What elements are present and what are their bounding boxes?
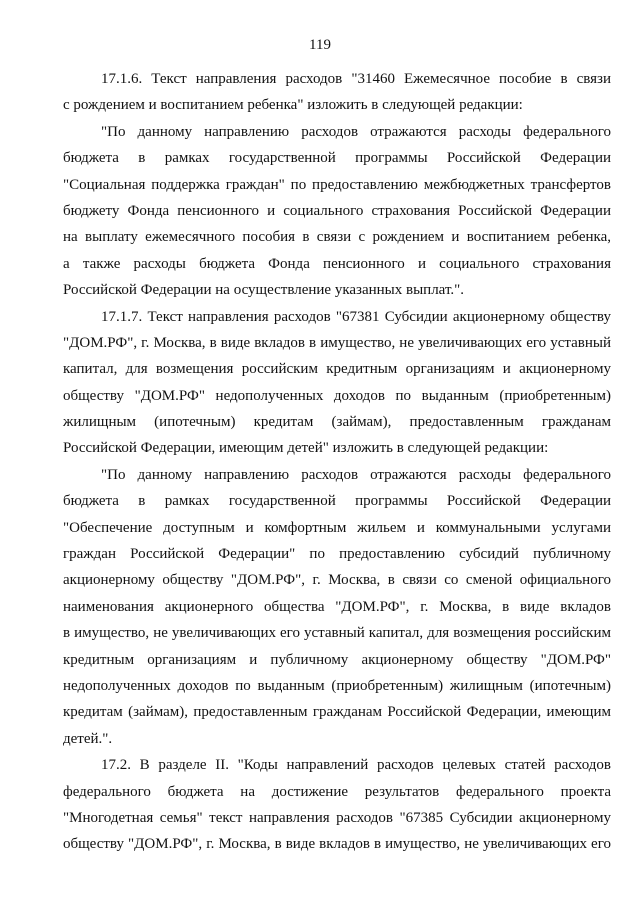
paragraph-line: "Обеспечение доступным и комфортным жильем и коммунальными услугами — [63, 519, 611, 536]
paragraph-line: с рождением и воспитанием ребенка" изложить в следующей редакции: — [63, 97, 523, 114]
paragraph-line: в имущество, не увеличивающих его уставный капитал, для возмещения российским — [63, 625, 611, 642]
paragraph-line: акционерному обществу "ДОМ.РФ", г. Москва, в связи со сменой официального — [63, 572, 611, 589]
paragraph-line: "По данному направлению расходов отражаются расходы федерального — [101, 466, 611, 483]
paragraph-line: Российской Федерации, имеющим детей" изложить в следующей редакции: — [63, 440, 549, 457]
paragraph-line: наименования акционерного общества "ДОМ.РФ", г. Москва, в виде вкладов — [63, 598, 611, 615]
paragraph-line: "ДОМ.РФ", г. Москва, в виде вкладов в имущество, не увеличивающих его уставный — [63, 334, 611, 351]
paragraph-line: "Многодетная семья" текст направления расходов "67385 Субсидии акционерному — [63, 809, 611, 826]
paragraph-line: бюджета в рамках государственной программы Российской Федерации — [63, 493, 611, 510]
paragraph-line: Российской Федерации на осуществление указанных выплат.". — [63, 282, 464, 299]
paragraph-line: на выплату ежемесячного пособия в связи с рождением и воспитанием ребенка, — [63, 229, 611, 246]
paragraph-line: обществу "ДОМ.РФ" недополученных доходов по выданным (приобретенным) — [63, 387, 611, 404]
document-body — [63, 66, 611, 858]
paragraph-line: 17.1.7. Текст направления расходов "67381 Субсидии акционерному обществу — [101, 308, 611, 325]
paragraph-line: федерального бюджета на достижение результатов федерального проекта — [63, 783, 611, 800]
paragraph-line: бюджету Фонда пенсионного и социального страхования Российской Федерации — [63, 202, 611, 219]
paragraph-line: недополученных доходов по выданным (приобретенным) жилищным (ипотечным) — [63, 677, 611, 694]
paragraph-line: капитал, для возмещения российским кредитным организациям и акционерному — [63, 361, 611, 378]
paragraph-line: детей.". — [63, 730, 113, 747]
paragraph-line: "Социальная поддержка граждан" по предоставлению межбюджетных трансфертов — [63, 176, 611, 193]
paragraph-line: жилищным (ипотечным) кредитам (займам), предоставленным гражданам — [63, 414, 611, 431]
paragraph-line: граждан Российской Федерации" по предоставлению субсидий публичному — [63, 546, 611, 563]
paragraph-line: 17.1.6. Текст направления расходов "31460 Ежемесячное пособие в связи — [101, 71, 611, 87]
paragraph-line: обществу "ДОМ.РФ", г. Москва, в виде вкладов в имущество, не увеличивающих его — [63, 836, 611, 853]
paragraph-line: 17.2. В разделе II. "Коды направлений расходов целевых статей расходов — [101, 757, 611, 774]
paragraph-line: "По данному направлению расходов отражаются расходы федерального — [101, 123, 611, 140]
paragraph-line: кредитам (займам), предоставленным гражданам Российской Федерации, имеющим — [63, 704, 611, 721]
paragraph-line: а также расходы бюджета Фонда пенсионного и социального страхования — [63, 255, 611, 272]
paragraph-line: кредитным организациям и публичному акционерному обществу "ДОМ.РФ" — [63, 651, 611, 668]
page-number: 119 — [309, 37, 331, 53]
paragraph-line: бюджета в рамках государственной программы Российской Федерации — [63, 150, 611, 167]
